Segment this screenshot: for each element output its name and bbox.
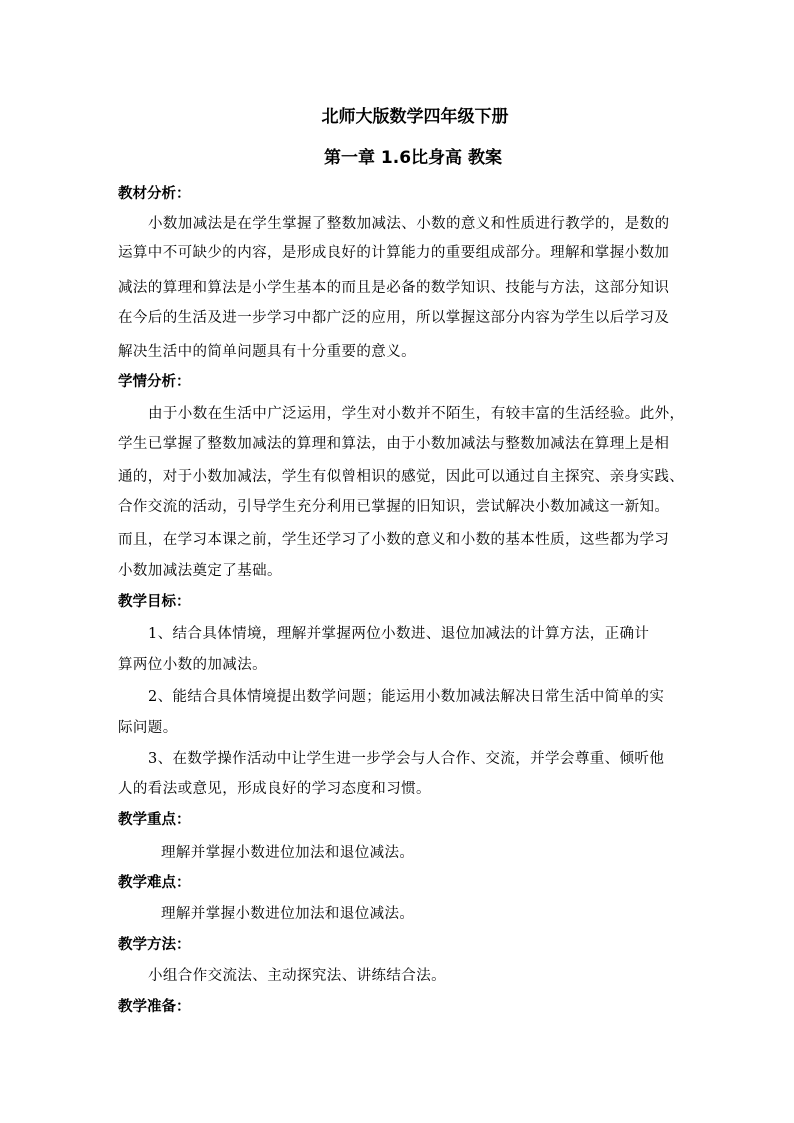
- goals-line: 人的看法或意见，形成良好的学习态度和习惯。: [118, 781, 431, 797]
- difficulties-heading: 教学难点：: [118, 875, 191, 891]
- students-line: 小数加减法奠定了基础。: [118, 563, 282, 579]
- students-heading: 学情分析：: [118, 374, 191, 390]
- goals-line: 2、能结合具体情境提出数学问题；能运用小数加减法解决日常生活中简单的实: [148, 689, 665, 705]
- goals-line: 3、在数学操作活动中让学生进一步学会与人合作、交流，并学会尊重、倾听他: [148, 751, 665, 767]
- materials-line: 在今后的生活及进一步学习中都广泛的应用，所以掌握这部分内容为学生以后学习及: [118, 310, 670, 326]
- difficulties-text: 理解并掌握小数进位加法和退位减法。: [161, 906, 415, 922]
- key-points-text: 理解并掌握小数进位加法和退位减法。: [161, 845, 415, 861]
- students-line: 由于小数在生活中广泛运用，学生对小数并不陌生，有较丰富的生活经验。此外，: [148, 406, 685, 422]
- students-line: 学生已掌握了整数加减法的算理和算法，由于小数加减法与整数加减法在算理上是相: [118, 436, 670, 452]
- goals-line: 际问题。: [118, 720, 178, 736]
- students-line: 合作交流的活动，引导学生充分利用已掌握的旧知识，尝试解决小数加减这一新知。: [118, 499, 670, 515]
- materials-heading: 教材分析：: [118, 186, 191, 202]
- goals-line: 1、结合具体情境，理解并掌握两位小数进、退位加减法的计算方法，正确计: [148, 626, 650, 642]
- document-title: 北师大版数学四年级下册: [321, 107, 509, 127]
- preparation-heading: 教学准备：: [118, 999, 191, 1015]
- materials-line: 解决生活中的简单问题具有十分重要的意义。: [118, 344, 416, 360]
- key-points-heading: 教学重点：: [118, 812, 191, 828]
- methods-heading: 教学方法：: [118, 937, 191, 953]
- students-line: 而且，在学习本课之前，学生还学习了小数的意义和小数的基本性质，这些都为学习: [118, 532, 670, 548]
- goals-heading: 教学目标：: [118, 594, 191, 610]
- materials-line: 减法的算理和算法是小学生基本的而且是必备的数学知识、技能与方法，这部分知识: [118, 280, 670, 296]
- students-line: 通的，对于小数加减法，学生有似曾相识的感觉，因此可以通过自主探究、亲身实践、: [118, 469, 685, 485]
- materials-line: 运算中不可缺少的内容，是形成良好的计算能力的重要组成部分。理解和掌握小数加: [118, 245, 670, 261]
- goals-line: 算两位小数的加减法。: [118, 657, 267, 673]
- document-subtitle: 第一章 1.6比身高 教案: [324, 148, 502, 168]
- materials-line: 小数加减法是在学生掌握了整数加减法、小数的意义和性质进行教学的，是数的: [148, 216, 670, 232]
- methods-text: 小组合作交流法、主动探究法、讲练结合法。: [148, 968, 446, 984]
